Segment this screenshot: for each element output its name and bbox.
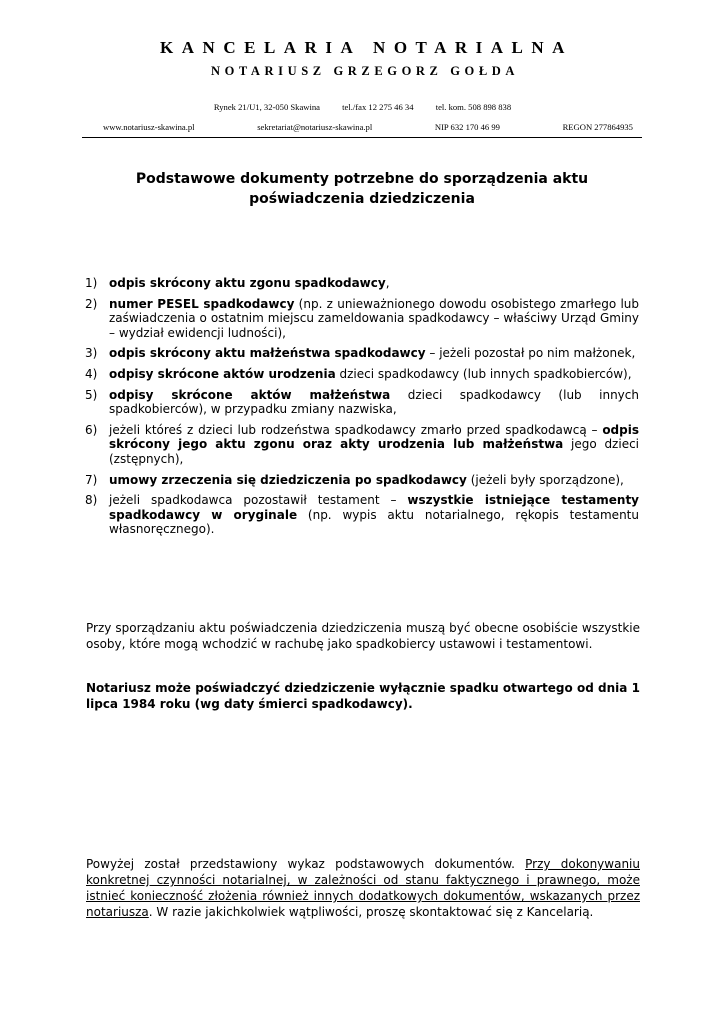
office-nip: NIP 632 170 46 99 bbox=[434, 122, 500, 132]
list-item-text: odpisy skrócone aktów urodzenia dzieci spadkodawcy (lub innych spadkobierców), bbox=[109, 366, 632, 381]
presence-requirement-note: Przy sporządzaniu aktu poświadczenia dziedziczenia muszą być obecne osobiście wszystkie osoby, które mogą wchodzić w rachubę jako spadkobiercy ustawowi i testamentowi. bbox=[86, 621, 640, 651]
list-item-number: 4) bbox=[85, 366, 98, 381]
list-item-number: 2) bbox=[85, 296, 98, 311]
list-item-number: 3) bbox=[85, 346, 98, 361]
list-item-text: odpis skrócony aktu zgonu spadkodawcy, bbox=[109, 276, 390, 290]
list-item bbox=[85, 493, 639, 537]
document-title-line-1: Podstawowe dokumenty potrzebne do sporządzenia aktu bbox=[135, 171, 589, 187]
list-item bbox=[85, 423, 639, 467]
list-item bbox=[85, 473, 639, 488]
office-regon: REGON 277864935 bbox=[562, 122, 633, 132]
additional-documents-warning: Przy dokonywaniu konkretnej czynności notarialnej, w zależności od stanu faktycznego i prawnego, może istnieć konieczność złożenia również innych dodatkowych dokumentów, wskazanych przez notariusza bbox=[86, 857, 640, 919]
list-item bbox=[85, 276, 639, 291]
office-name: KANCELARIA NOTARIALNA bbox=[160, 38, 573, 57]
list-item bbox=[85, 297, 639, 341]
notary-name: NOTARIUSZ GRZEGORZ GOŁDA bbox=[210, 64, 520, 78]
list-item-number: 1) bbox=[85, 276, 98, 290]
list-item bbox=[85, 346, 639, 361]
office-mobile: tel. kom. 508 898 838 bbox=[435, 102, 512, 112]
office-address: Rynek 21/U1, 32-050 Skawina bbox=[213, 102, 320, 112]
list-item-text: numer PESEL spadkodawcy (np. z unieważnionego dowodu osobistego zmarłego lub zaświadczenia o ostatnim miejscu zameldowania spadkodawcy – właściwy Urząd Gminy – wydział ewidencji ludności), bbox=[109, 296, 640, 340]
list-item-number: 7) bbox=[85, 472, 98, 487]
list-item-text: odpisy skrócone aktów małżeństwa dzieci spadkodawcy (lub innych spadkobierców), w przypadku zmiany nazwiska, bbox=[109, 387, 639, 417]
document-title-line-2: poświadczenia dziedziczenia bbox=[249, 191, 475, 207]
list-item-text: jeżeli któreś z dzieci lub rodzeństwa spadkodawcy zmarło przed spadkodawcą – odpis skrócony jego aktu zgonu oraz akty urodzenia lub małżeństwa jego dzieci (zstępnych), bbox=[109, 422, 640, 466]
office-phone-fax: tel./fax 12 275 46 34 bbox=[342, 102, 414, 112]
header-divider bbox=[82, 137, 642, 138]
list-item-text: umowy zrzeczenia się dziedziczenia po spadkodawcy (jeżeli były sporządzone), bbox=[109, 472, 624, 487]
inheritance-date-limitation-note: Notariusz może poświadczyć dziedziczenie wyłącznie spadku otwartego od dnia 1 lipca 1984 roku (wg daty śmierci spadkodawcy). bbox=[86, 681, 640, 711]
list-item-text: jeżeli spadkodawca pozostawił testament – wszystkie istniejące testamenty spadkodawcy w oryginale (np. wypis aktu notarialnego, rękopis testamentu własnoręcznego). bbox=[109, 493, 640, 537]
list-item-number: 6) bbox=[85, 422, 98, 437]
closing-note: Powyżej został przedstawiony wykaz podstawowych dokumentów. Przy dokonywaniu konkretnej czynności notarialnej, w zależności od stanu faktycznego i prawnego, może istnieć konieczność złożenia również innych dodatkowych dokumentów, wskazanych przez notariusza. W razie jakichkolwiek wątpliwości, proszę skontaktować się z Kancelarią. bbox=[86, 857, 640, 919]
list-item bbox=[85, 388, 639, 417]
required-documents-list bbox=[85, 276, 639, 543]
list-item-text: odpis skrócony aktu małżeństwa spadkodawcy – jeżeli pozostał po nim małżonek, bbox=[109, 346, 636, 361]
list-item-number: 5) bbox=[85, 387, 98, 402]
office-email-link[interactable]: sekretariat@notariusz-skawina.pl bbox=[257, 122, 373, 132]
document-title bbox=[82, 169, 642, 209]
contact-line-secondary bbox=[103, 122, 633, 132]
list-item bbox=[85, 367, 639, 382]
list-item-number: 8) bbox=[85, 493, 98, 508]
office-website-link[interactable]: www.notariusz-skawina.pl bbox=[103, 122, 195, 132]
contact-line-primary bbox=[0, 102, 725, 112]
